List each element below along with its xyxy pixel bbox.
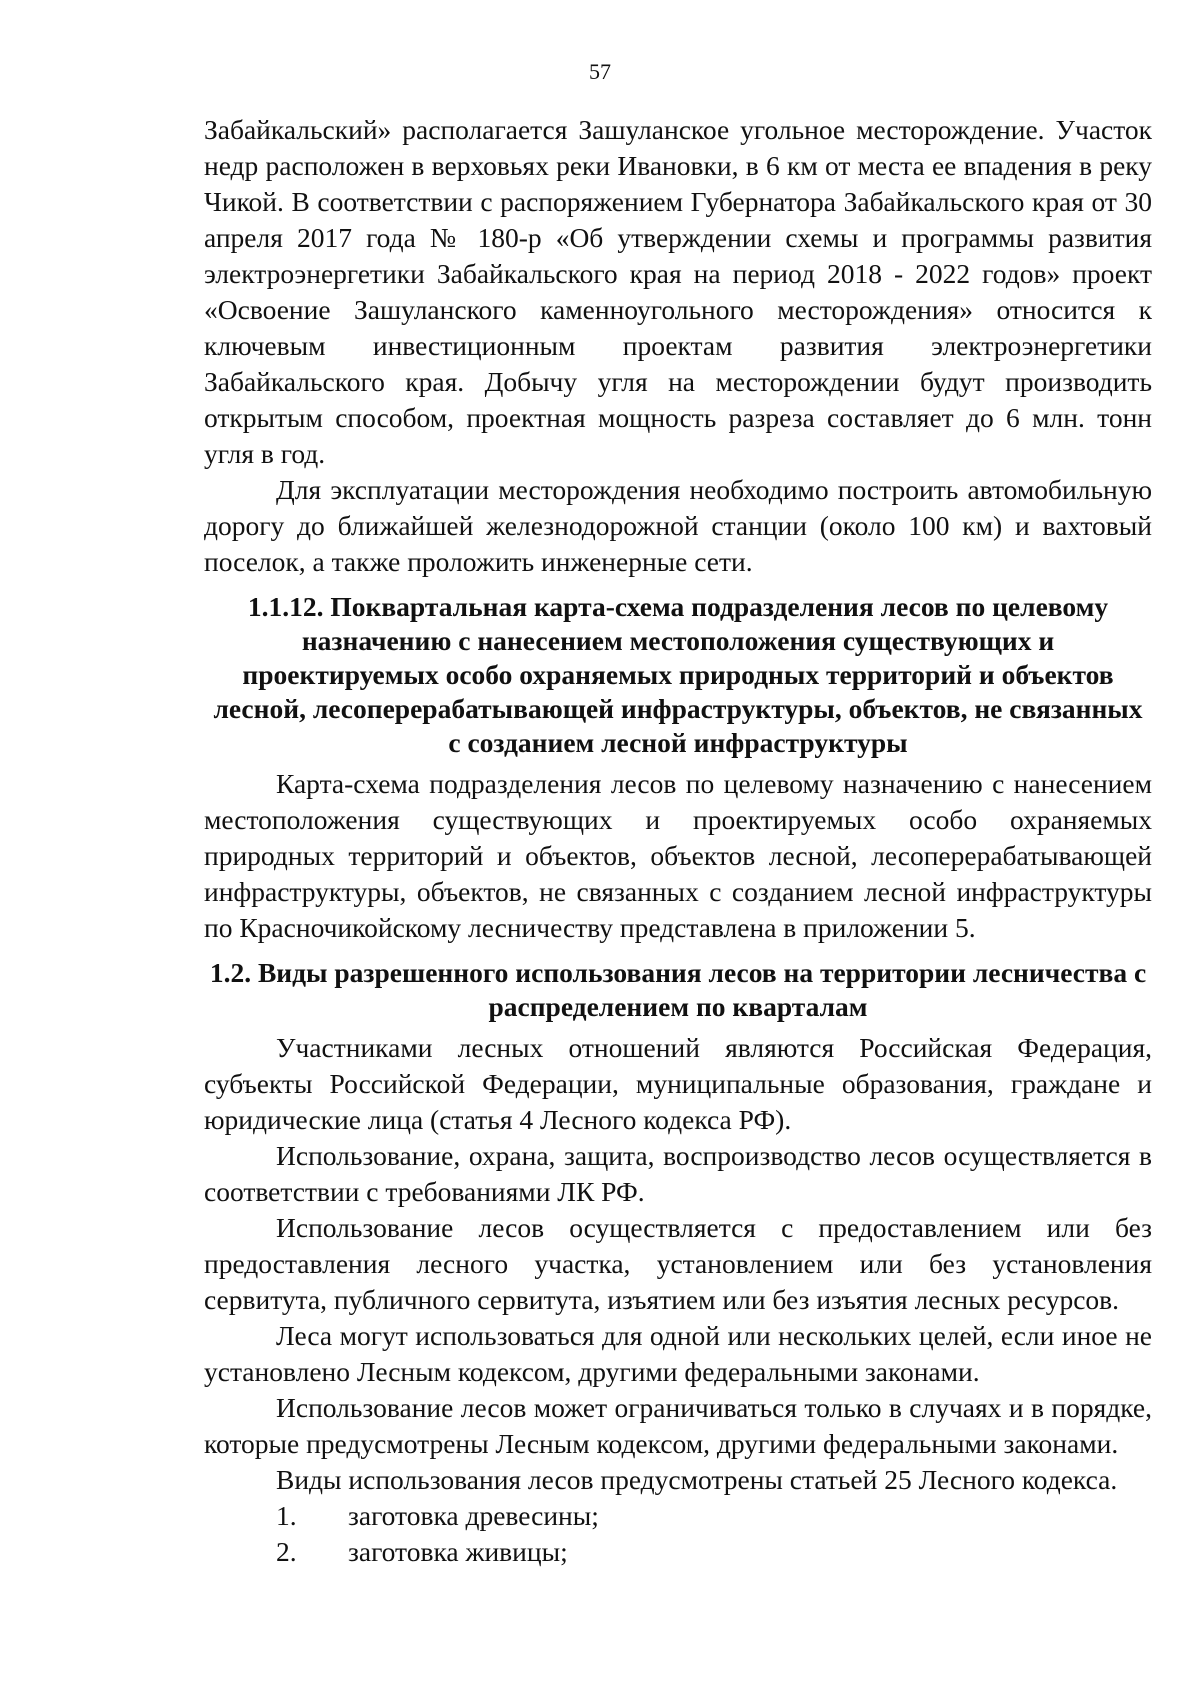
- paragraph: Использование лесов осуществляется с предоставлением или без предоставления лесного участка, установлением или без установления сервитута, публичного сервитута, изъятием или без изъятия лесных ресурсов.: [204, 1212, 1152, 1315]
- forest-use-list: [204, 1498, 1152, 1570]
- paragraph: Участниками лесных отношений являются Российская Федерация, субъекты Российской Федерации, муниципальные образования, граждане и юридические лица (статья 4 Лесного кодекса РФ).: [204, 1032, 1152, 1135]
- paragraph: Для эксплуатации месторождения необходимо построить автомобильную дорогу до ближайшей железнодорожной станции (около 100 км) и вахтовый поселок, а также проложить инженерные сети.: [204, 474, 1152, 577]
- paragraph: Карта-схема подразделения лесов по целевому назначению с нанесением местоположения существующих и проектируемых особо охраняемых природных территорий и объектов, объектов лесной, лесоперерабатывающей инфраструктуры, объектов, не связанных с созданием лесной инфраструктуры по Красночикойскому лесничеству представлена в приложении 5.: [204, 768, 1152, 943]
- paragraph: Виды использования лесов предусмотрены статьей 25 Лесного кодекса.: [276, 1464, 1118, 1495]
- list-item: [204, 1498, 1152, 1534]
- paragraph: Использование, охрана, защита, воспроизводство лесов осуществляется в соответствии с требованиями ЛК РФ.: [204, 1140, 1152, 1207]
- section-heading: 1.1.12. Поквартальная карта-схема подразделения лесов по целевому назначению с нанесением местоположения существующих и проектируемых особо охраняемых природных территорий и объектов лесной, лесоперерабатывающей инфраструктуры, объектов, не связанных с созданием лесной инфраструктуры: [213, 591, 1143, 758]
- document-body: [204, 112, 1152, 1570]
- list-item: [204, 1534, 1152, 1570]
- paragraph: Использование лесов может ограничиваться только в случаях и в порядке, которые предусмотрены Лесным кодексом, другими федеральными законами.: [204, 1392, 1152, 1459]
- list-item-text: заготовка древесины;: [348, 1500, 599, 1531]
- page-number: 57: [589, 59, 611, 84]
- paragraph: Забайкальский» располагается Зашуланское угольное месторождение. Участок недр расположен в верховьях реки Ивановки, в 6 км от места ее впадения в реку Чикой. В соответствии с распоряжением Губернатора Забайкальского края от 30 апреля 2017 года № 180-р «Об утверждении схемы и программы развития электроэнергетики Забайкальского края на период 2018 - 2022 годов» проект «Освоение Зашуланского каменноугольного месторождения» относится к ключевым инвестиционным проектам развития электроэнергетики Забайкальского края. Добычу угля на месторождении будут производить открытым способом, проектная мощность разреза составляет до 6 млн. тонн угля в год.: [204, 114, 1152, 469]
- section-heading: 1.2. Виды разрешенного использования лесов на территории лесничества с распределением по кварталам: [209, 957, 1147, 1022]
- list-item-number: 2.: [276, 1536, 297, 1567]
- list-item-number: 1.: [276, 1500, 297, 1531]
- paragraph: Леса могут использоваться для одной или нескольких целей, если иное не установлено Лесным кодексом, другими федеральными законами.: [204, 1320, 1152, 1387]
- list-item-text: заготовка живицы;: [348, 1536, 568, 1567]
